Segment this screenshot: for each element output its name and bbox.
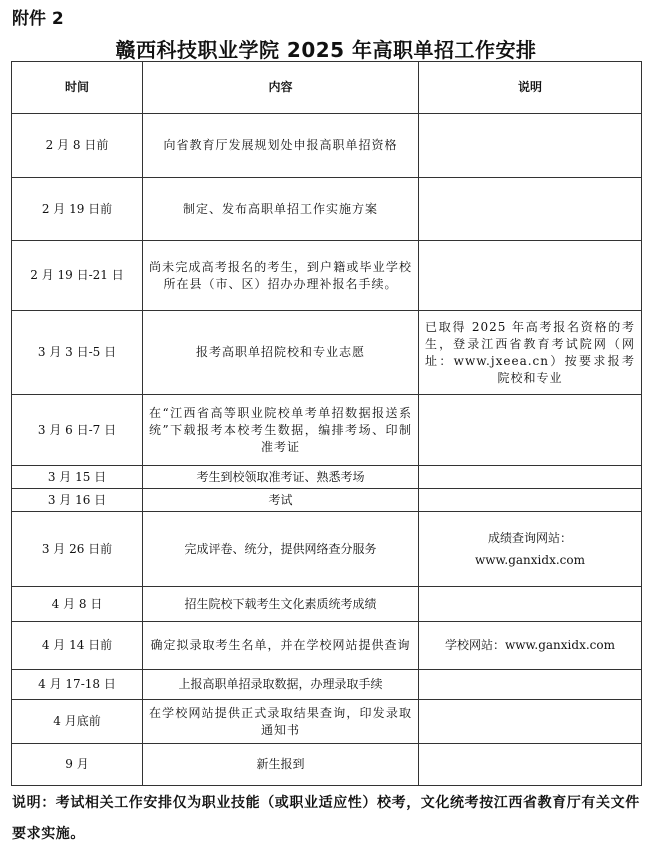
table-row: [12, 395, 642, 466]
row-note: [419, 178, 642, 241]
table-row: [12, 670, 642, 700]
row-content: 报考高职单招院校和专业志愿: [143, 311, 419, 395]
header-content: 内容: [143, 62, 419, 114]
table-row: [12, 700, 642, 744]
row-time: 3 月 6 日-7 日: [12, 395, 143, 466]
row-time: 2 月 19 日前: [12, 178, 143, 241]
row-note: [419, 114, 642, 178]
row-time: 3 月 15 日: [12, 466, 143, 489]
table-row: [12, 489, 642, 512]
row-content: 上报高职单招录取数据，办理录取手续: [143, 670, 419, 700]
row-time: 3 月 26 日前: [12, 512, 143, 587]
attachment-label: 附件 2: [12, 9, 64, 29]
row-note: [419, 587, 642, 622]
row-content: 考试: [143, 489, 419, 512]
row-time: 2 月 8 日前: [12, 114, 143, 178]
row-content: 在学校网站提供正式录取结果查询，印发录取通知书: [143, 700, 419, 744]
table-row: [12, 311, 642, 395]
row-note: [419, 489, 642, 512]
table-row: [12, 114, 642, 178]
row-time: 4 月 17-18 日: [12, 670, 143, 700]
row-time: 4 月底前: [12, 700, 143, 744]
row-content: 新生报到: [143, 744, 419, 786]
row-time: 4 月 14 日前: [12, 622, 143, 670]
table-row: [12, 587, 642, 622]
table-row: [12, 622, 642, 670]
row-content: 确定拟录取考生名单，并在学校网站提供查询: [143, 622, 419, 670]
row-content: 完成评卷、统分，提供网络查分服务: [143, 512, 419, 587]
row-time: 3 月 16 日: [12, 489, 143, 512]
row-note: [419, 670, 642, 700]
table-row: [12, 744, 642, 786]
table-row: [12, 241, 642, 311]
footnote: 说明：考试相关工作安排仅为职业技能（或职业适应性）校考，文化统考按江西省教育厅有关文件要求实施。: [12, 795, 640, 842]
row-content: 向省教育厅发展规划处申报高职单招资格: [143, 114, 419, 178]
table-row: [12, 178, 642, 241]
row-note: [419, 241, 642, 311]
row-note: [419, 395, 642, 466]
row-content: 考生到校领取准考证、熟悉考场: [143, 466, 419, 489]
row-content: 在“江西省高等职业院校单考单招数据报送系统”下载报考本校考生数据，编排考场、印制准考证: [143, 395, 419, 466]
row-note: [419, 744, 642, 786]
row-note: 成绩查询网站： www.ganxidx.com: [419, 512, 642, 587]
table-row: [12, 512, 642, 587]
table-row: [12, 466, 642, 489]
row-content: 制定、发布高职单招工作实施方案: [143, 178, 419, 241]
row-time: 2 月 19 日-21 日: [12, 241, 143, 311]
row-time: 4 月 8 日: [12, 587, 143, 622]
row-content: 尚未完成高考报名的考生，到户籍或毕业学校所在县（市、区）招办办理补报名手续。: [143, 241, 419, 311]
table-header-row: [12, 62, 642, 114]
row-time: 3 月 3 日-5 日: [12, 311, 143, 395]
row-content: 招生院校下载考生文化素质统考成绩: [143, 587, 419, 622]
document-title: 赣西科技职业学院 2025 年高职单招工作安排: [115, 38, 537, 62]
row-note: [419, 466, 642, 489]
row-note: 已取得 2025 年高考报名资格的考生，登录江西省教育考试院网（网址：www.jxeea.cn）按要求报考院校和专业: [419, 311, 642, 395]
row-note: 学校网站：www.ganxidx.com: [419, 622, 642, 670]
header-time: 时间: [12, 62, 143, 114]
row-time: 9 月: [12, 744, 143, 786]
schedule-table: [11, 61, 642, 786]
row-note: [419, 700, 642, 744]
header-note: 说明: [419, 62, 642, 114]
